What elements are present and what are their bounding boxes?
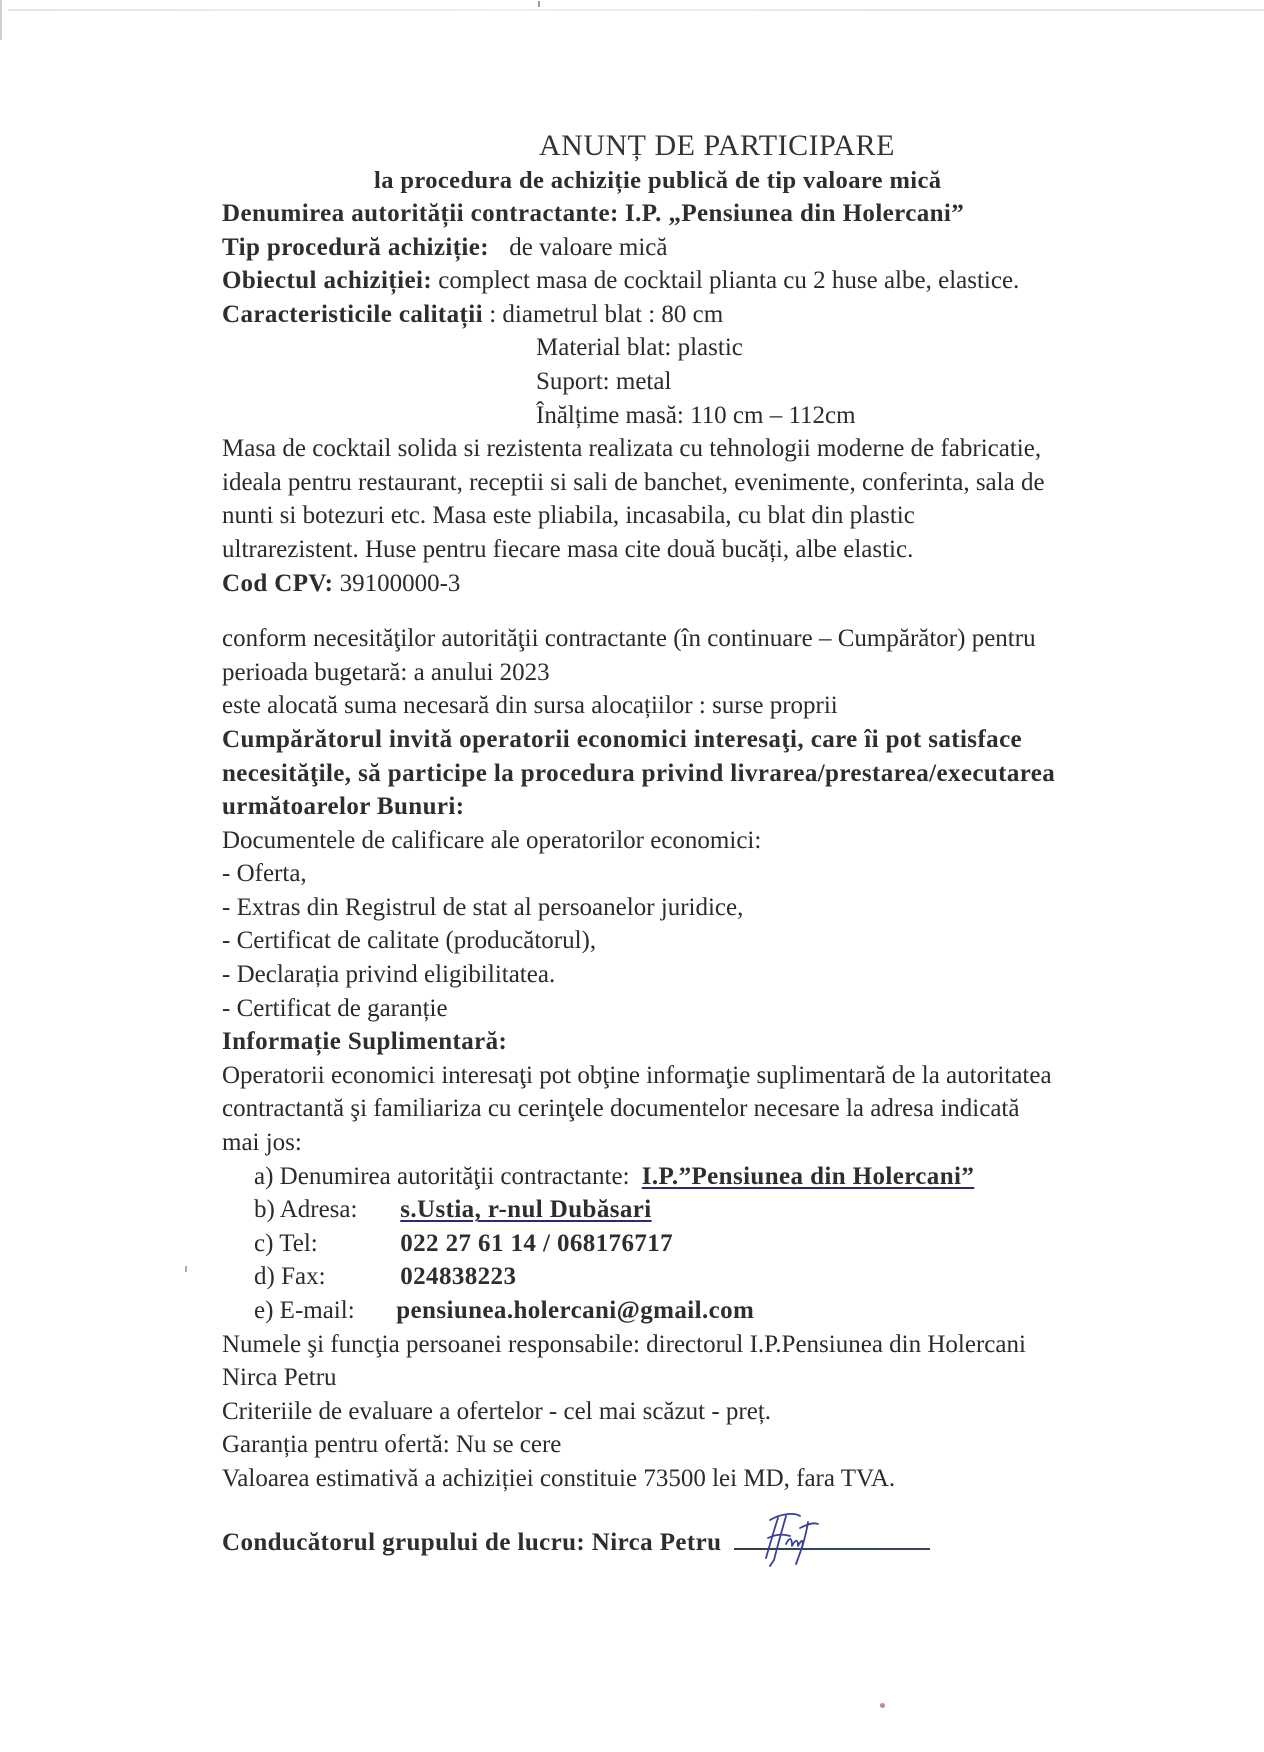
characteristics-row xyxy=(222,298,1182,332)
contact-value: pensiunea.holercani@gmail.com xyxy=(396,1297,755,1324)
procedure-type-row xyxy=(222,231,1182,265)
scan-left-edge xyxy=(0,0,2,40)
document-subtitle: la procedura de achiziție publică de tip valoare mică xyxy=(374,167,942,194)
contact-value: 022 27 61 14 / 068176717 xyxy=(400,1229,674,1257)
supplementary-heading: Informație Suplimentară: xyxy=(222,1028,508,1056)
scan-speck xyxy=(185,1266,187,1272)
document-item: - Extras din Registrul de stat al persoanelor juridice, xyxy=(222,893,744,921)
contact-phone xyxy=(222,1227,1182,1261)
document-item: - Certificat de calitate (producătorul), xyxy=(222,927,597,955)
procedure-type-value: de valoare mică xyxy=(509,233,668,261)
spacer xyxy=(222,600,1182,622)
document-page xyxy=(222,128,1182,1559)
budget-line: perioada bugetară: a anului 2023 xyxy=(222,658,550,686)
contact-value: 024838223 xyxy=(400,1263,517,1291)
invitation-line: necesităţile, să participe la procedura privind livrarea/prestarea/executarea xyxy=(222,759,1056,787)
documents-intro: Documentele de calificare ale operatorilor economici: xyxy=(222,826,762,854)
description-line: ultrarezistent. Huse pentru fiecare masa cite două bucăți, albe elastic. xyxy=(222,535,914,563)
responsible-line: Numele şi funcţia persoanei responsabile: directorul I.P.Pensiunea din Holercani xyxy=(222,1330,1026,1358)
contact-label: e) E-mail: xyxy=(254,1297,355,1324)
criteria-line: Criteriile de evaluare a ofertelor - cel mai scăzut - preț. xyxy=(222,1397,772,1425)
cpv-label: Cod CPV: xyxy=(222,569,334,597)
contact-authority xyxy=(222,1160,1182,1194)
contact-label: a) Denumirea autorităţii contractante: xyxy=(254,1162,630,1190)
characteristic-item: Înălțime masă: 110 cm – 112cm xyxy=(536,401,856,429)
supplementary-line: Operatorii economici interesaţi pot obţine informaţie suplimentară de la autoritatea xyxy=(222,1061,1052,1089)
contact-value: I.P.”Pensiunea din Holercani” xyxy=(641,1162,975,1190)
budget-line: este alocată suma necesară din sursa alocațiilor : surse proprii xyxy=(222,692,838,720)
estimated-value-line: Valoarea estimativă a achiziției constituie 73500 lei MD, fara TVA. xyxy=(222,1464,896,1492)
document-item: - Oferta, xyxy=(222,860,307,888)
contact-fax xyxy=(222,1260,1182,1294)
object-label: Obiectul achiziției: xyxy=(222,267,433,295)
procedure-type-label: Tip procedură achiziție: xyxy=(222,233,489,261)
object-row xyxy=(222,264,1182,298)
object-value: complect masa de cocktail plianta cu 2 huse albe, elastice. xyxy=(438,267,1020,295)
characteristics-first: : diametrul blat : 80 cm xyxy=(489,300,724,328)
signature-label: Conducătorul grupului de lucru: Nirca Petru xyxy=(222,1528,722,1556)
document-title: ANUNȚ DE PARTICIPARE xyxy=(538,129,896,162)
invitation-line: următoarelor Bunuri: xyxy=(222,793,465,821)
document-item: - Declarația privind eligibilitatea. xyxy=(222,961,556,989)
cpv-value: 39100000-3 xyxy=(339,569,461,597)
authority-row xyxy=(222,197,1182,231)
document-item: - Certificat de garanție xyxy=(222,994,448,1022)
contact-label: c) Tel: xyxy=(254,1229,318,1257)
contact-label: d) Fax: xyxy=(254,1263,326,1291)
description-line: ideala pentru restaurant, receptii si sali de banchet, evenimente, conferinta, sala de xyxy=(222,468,1045,496)
cpv-row xyxy=(222,567,1182,601)
scan-speck xyxy=(880,1703,885,1708)
signature-row xyxy=(222,1526,1182,1560)
characteristic-item: Material blat: plastic xyxy=(536,334,743,362)
description-line: Masa de cocktail solida si rezistenta realizata cu tehnologii moderne de fabricatie, xyxy=(222,435,1042,463)
contact-email xyxy=(222,1294,1182,1328)
contact-value: s.Ustia, r-nul Dubăsari xyxy=(400,1196,652,1224)
contact-label: b) Adresa: xyxy=(254,1196,358,1224)
signature-line xyxy=(734,1548,930,1550)
contact-address xyxy=(222,1193,1182,1227)
invitation-line: Cumpărătorul invită operatorii economici interesaţi, care îi pot satisface xyxy=(222,725,1023,753)
supplementary-line: mai jos: xyxy=(222,1129,302,1157)
authority-label: Denumirea autorității contractante: xyxy=(222,200,619,227)
handwritten-signature xyxy=(756,1508,826,1570)
scan-top-edge xyxy=(8,9,1264,11)
supplementary-line: contractantă şi familiariza cu cerinţele documentelor necesare la adresa indicată xyxy=(222,1095,1020,1123)
description-line: nunti si botezuri etc. Masa este pliabila, incasabila, cu blat din plastic xyxy=(222,502,915,530)
characteristics-label: Caracteristicile calitații xyxy=(222,300,483,328)
budget-line: conform necesităţilor autorităţii contractante (în continuare – Cumpărător) pentru xyxy=(222,625,1036,653)
guarantee-line: Garanția pentru ofertă: Nu se cere xyxy=(222,1431,562,1459)
responsible-line: Nirca Petru xyxy=(222,1364,337,1392)
characteristic-item: Suport: metal xyxy=(536,367,672,395)
scan-mark xyxy=(538,1,540,7)
authority-value: I.P. „Pensiunea din Holercani” xyxy=(625,200,965,227)
